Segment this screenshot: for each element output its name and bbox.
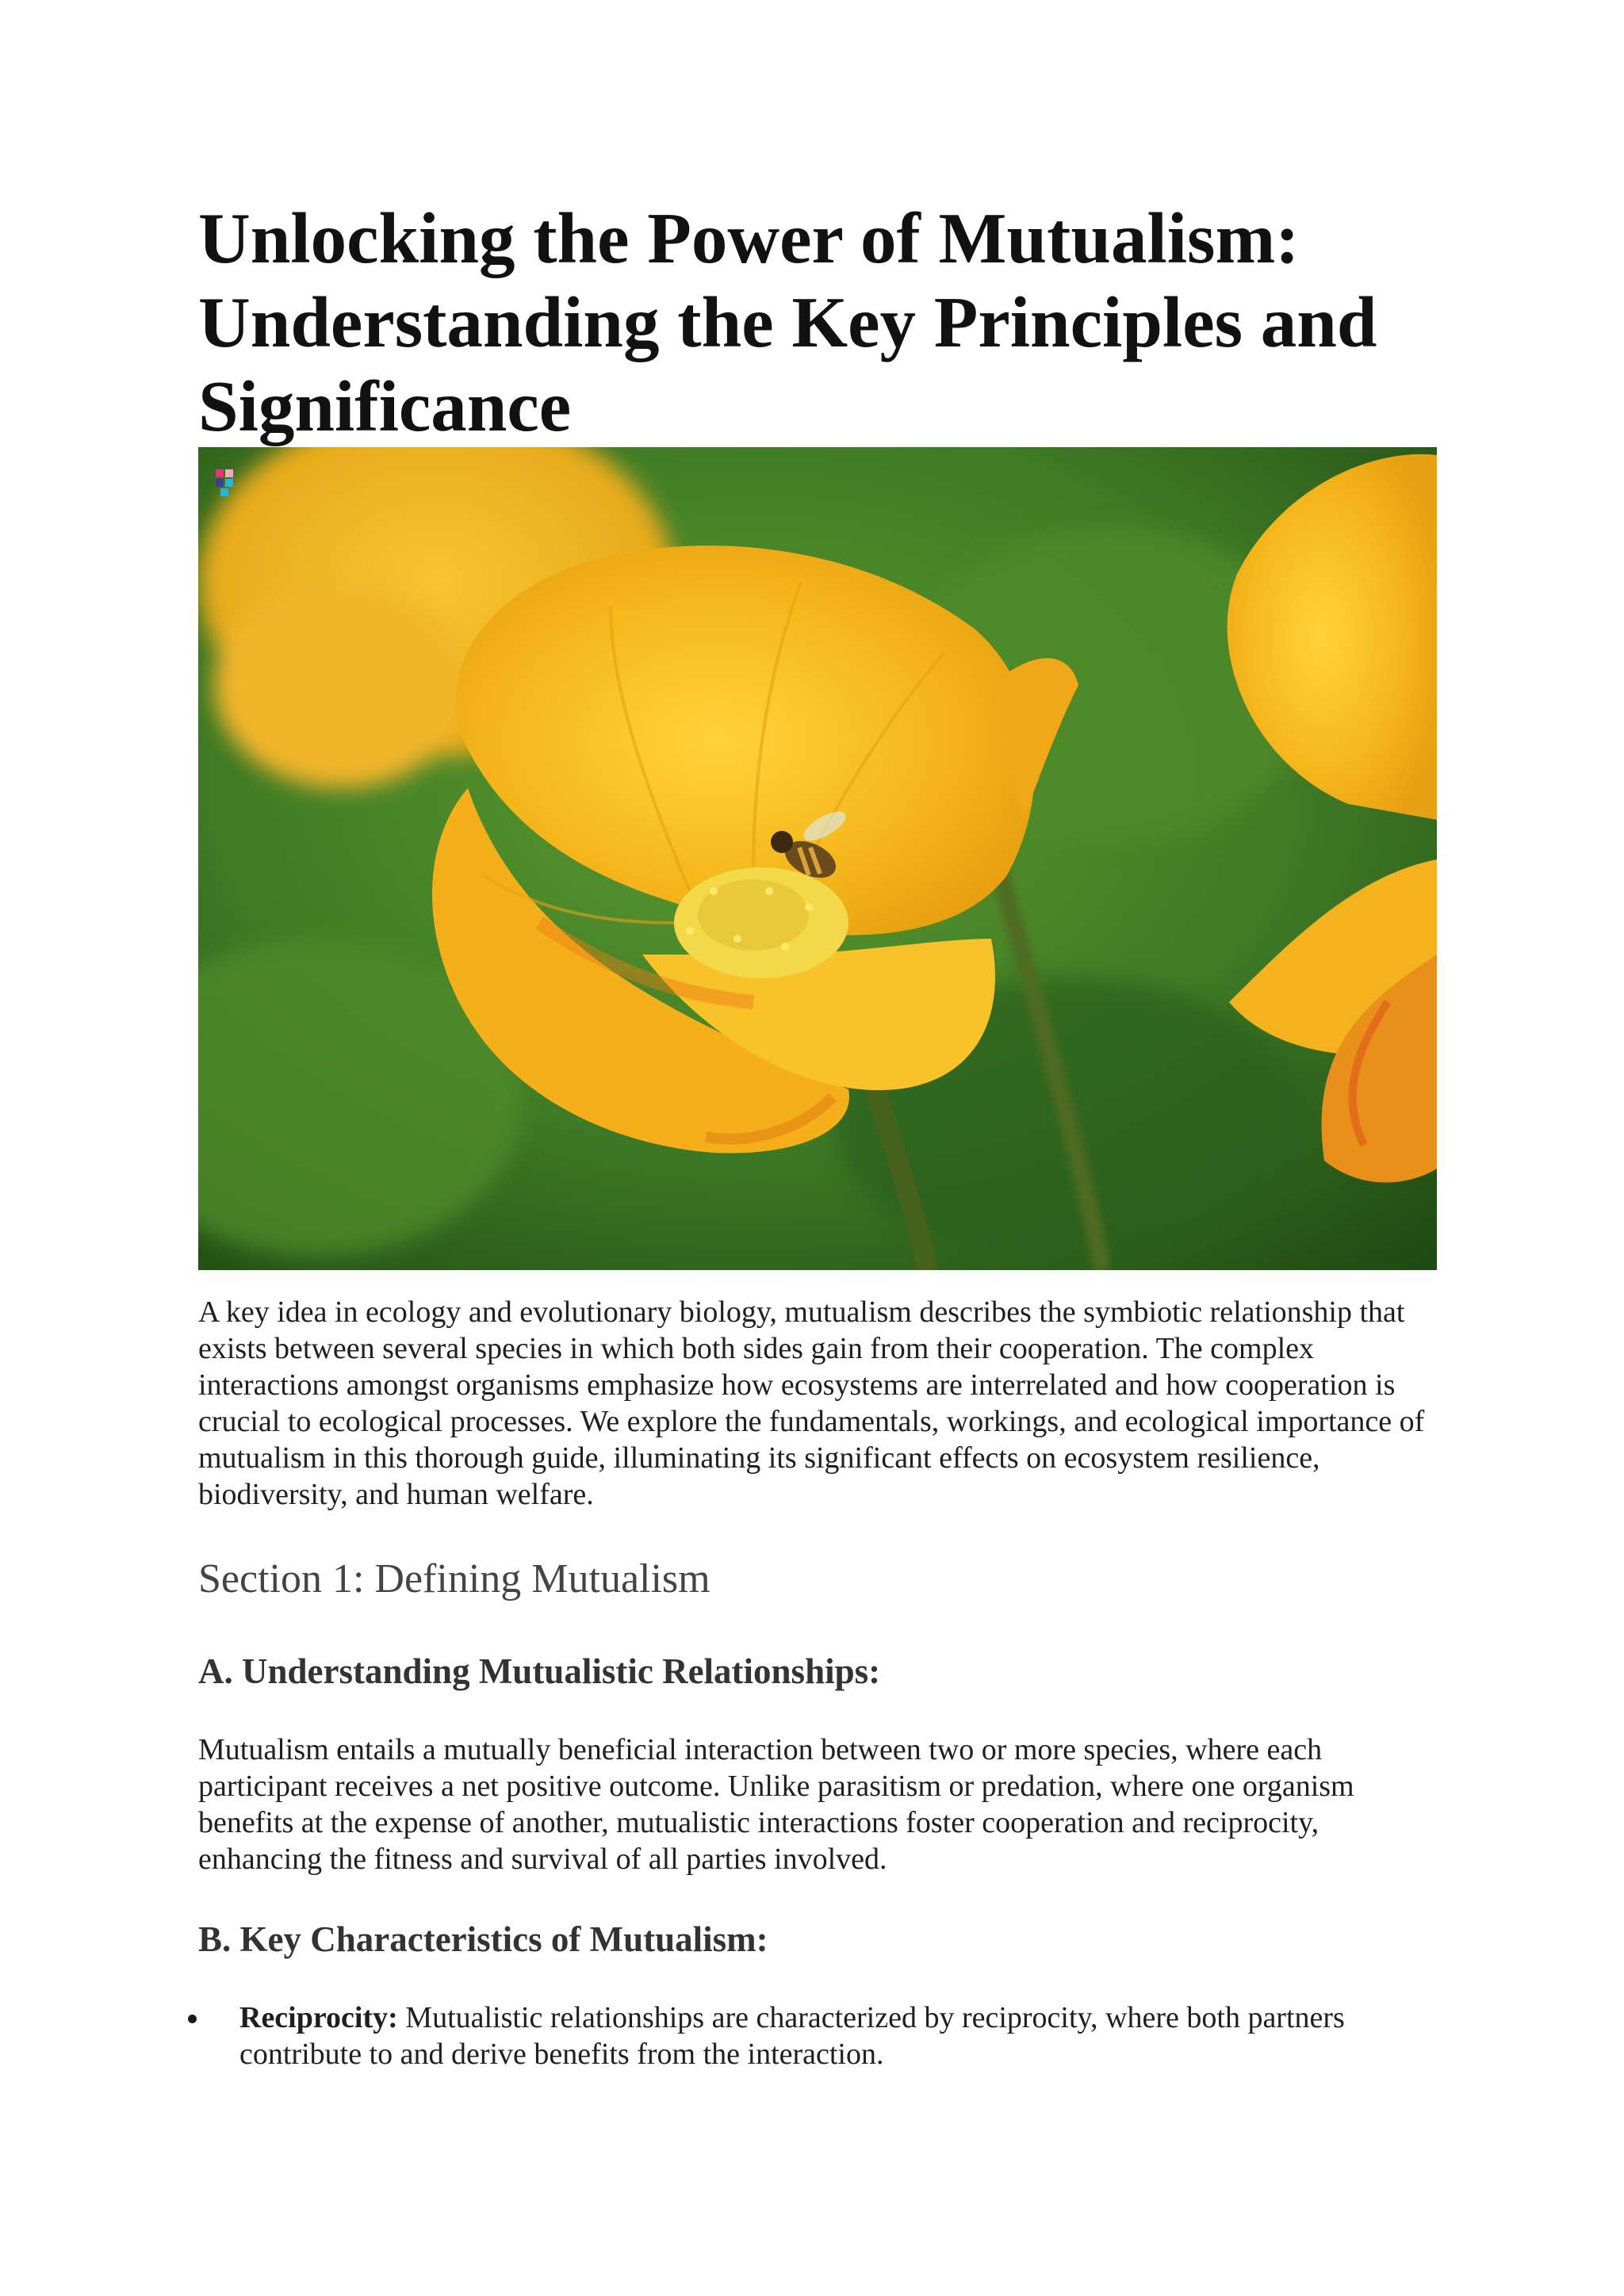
intro-paragraph: A key idea in ecology and evolutionary biology, mutualism describes the symbiotic relationship that exists between several species in which both sides gain from their cooperation. The complex interactions amongst organisms emphasize how ecosystems are interrelated and how cooperation is crucial to ecological processes. We explore the fundamentals, workings, and ecological importance of mutualism in this thorough guide, illuminating its significant effects on ecosystem resilience, biodiversity, and human welfare. bbox=[198, 1295, 1425, 1511]
characteristics-list bbox=[198, 1999, 1437, 2072]
section-heading: Section 1: Defining Mutualism bbox=[198, 1556, 710, 1601]
list-item bbox=[198, 1999, 1437, 2072]
subsection-a-heading: A. Understanding Mutualistic Relationships: bbox=[198, 1651, 881, 1691]
list-item-term: Reciprocity: bbox=[239, 2001, 398, 2034]
subsection-b-heading: B. Key Characteristics of Mutualism: bbox=[198, 1919, 768, 1959]
list-item-text: Mutualistic relationships are characterized by reciprocity, where both partners contribute to and derive benefits from the interaction. bbox=[239, 2001, 1345, 2071]
bullet-icon bbox=[188, 2015, 197, 2023]
hero-image bbox=[198, 447, 1437, 1270]
article-title: Unlocking the Power of Mutualism: Understanding the Key Principles and Significance bbox=[198, 198, 1377, 446]
subsection-a-paragraph: Mutualism entails a mutually beneficial interaction between two or more species, where each participant receives a net positive outcome. Unlike parasitism or predation, where one organism benefits at the expense of another, mutualistic interactions foster cooperation and reciprocity, enhancing the fitness and survival of all parties involved. bbox=[198, 1733, 1354, 1876]
